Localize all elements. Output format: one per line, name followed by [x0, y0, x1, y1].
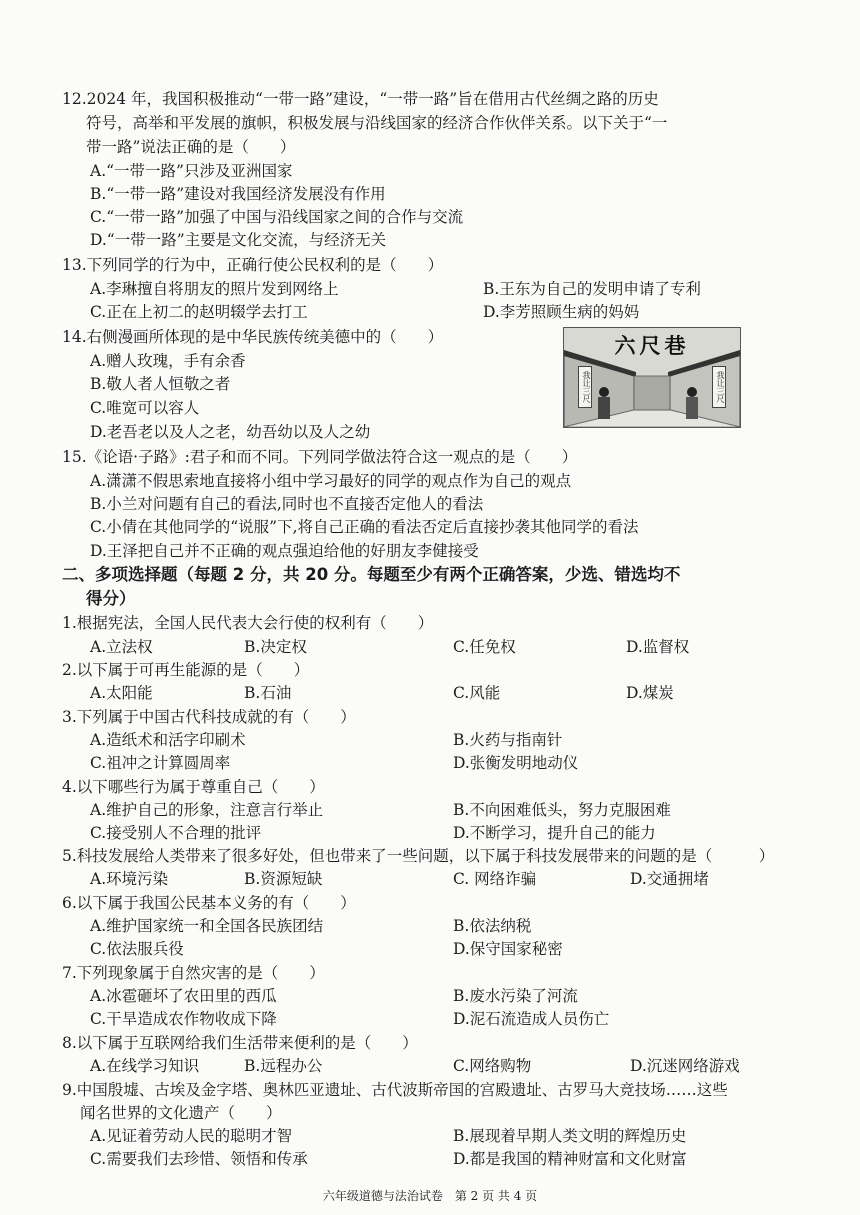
mq6-stem: 6.以下属于我国公民基本义务的有（ ）	[62, 894, 356, 912]
mq7-stem: 7.下列现象属于自然灾害的是（ ）	[62, 964, 325, 982]
q14-option-c: C.唯宽可以容人	[90, 399, 200, 417]
mq4-option-d: D.不断学习，提升自己的能力	[453, 824, 656, 842]
liuchi-lane-cartoon	[563, 327, 741, 428]
mq8-option-d: D.沉迷网络游戏	[630, 1057, 740, 1075]
q15-option-d: D.王泽把自己并不正确的观点强迫给他的好朋友李健接受	[90, 542, 479, 560]
mq5-stem: 5.科技发展给人类带来了很多好处，但也带来了一些问题，以下属于科技发展带来的问题的是（ ）	[62, 847, 775, 865]
mq9-option-b: B.展现着早期人类文明的辉煌历史	[453, 1127, 687, 1145]
mq9-option-c: C.需要我们去珍惜、领悟和传承	[90, 1150, 308, 1168]
q14-stem: 14.右侧漫画所体现的是中华民族传统美德中的（ ）	[62, 328, 444, 346]
q15-option-c: C.小倩在其他同学的“说服”下,将自己正确的看法否定后直接抄袭其他同学的看法	[90, 518, 639, 536]
cartoon-right-scroll: 我让三尺	[712, 366, 726, 408]
section2-heading-line2: 得分）	[86, 589, 136, 608]
mq4-option-b: B.不向困难低头，努力克服困难	[453, 801, 671, 819]
mq5-option-d: D.交通拥堵	[630, 870, 709, 888]
mq1-option-b: B.决定权	[244, 638, 307, 656]
mq5-option-c: C. 网络诈骗	[453, 870, 537, 888]
q13-option-c: C.正在上初二的赵明辍学去打工	[90, 303, 308, 321]
mq4-stem: 4.以下哪些行为属于尊重自己（ ）	[62, 778, 325, 796]
q12-stem-line3: 带一路”说法正确的是（ ）	[86, 138, 296, 156]
mq4-option-a: A.维护自己的形象，注意言行举止	[90, 801, 324, 819]
mq1-option-c: C.任免权	[453, 638, 516, 656]
mq9-option-a: A.见证着劳动人民的聪明才智	[90, 1127, 293, 1145]
mq3-option-d: D.张衡发明地动仪	[453, 754, 579, 772]
q15-option-a: A.潇潇不假思索地直接将小组中学习最好的同学的观点作为自己的观点	[90, 472, 572, 490]
q14-option-b: B.敬人者人恒敬之者	[90, 375, 231, 393]
q12-option-b: B.“一带一路”建设对我国经济发展没有作用	[90, 185, 386, 203]
q13-option-a: A.李琳擅自将朋友的照片发到网络上	[90, 280, 339, 298]
q12-stem-line2: 符号，高举和平发展的旗帜，积极发展与沿线国家的经济合作伙伴关系。以下关于“一	[86, 114, 668, 132]
mq3-option-a: A.造纸术和活字印刷术	[90, 731, 246, 749]
mq8-stem: 8.以下属于互联网给我们生活带来便利的是（ ）	[62, 1034, 418, 1052]
mq9-option-d: D.都是我国的精神财富和文化财富	[453, 1150, 687, 1168]
q12-stem-line1: 12.2024 年，我国积极推动“一带一路”建设，“一带一路”旨在借用古代丝绸之路的历史	[62, 90, 659, 108]
mq3-option-c: C.祖冲之计算圆周率	[90, 754, 231, 772]
mq7-option-a: A.冰雹砸坏了农田里的西瓜	[90, 987, 277, 1005]
mq6-option-a: A.维护国家统一和全国各民族团结	[90, 917, 324, 935]
q14-option-a: A.赠人玫瑰，手有余香	[90, 352, 246, 370]
mq1-option-d: D.监督权	[626, 638, 690, 656]
cartoon-title: 六尺巷	[614, 334, 690, 358]
mq6-option-d: D.保守国家秘密	[453, 940, 563, 958]
q15-stem: 15.《论语·子路》:君子和而不同。下列同学做法符合这一观点的是（ ）	[62, 448, 578, 466]
mq6-option-b: B.依法纳税	[453, 917, 532, 935]
mq4-option-c: C.接受别人不合理的批评	[90, 824, 262, 842]
mq1-stem: 1.根据宪法，全国人民代表大会行使的权利有（ ）	[62, 614, 434, 632]
mq2-option-b: B.石油	[244, 684, 292, 702]
q13-option-d: D.李芳照顾生病的妈妈	[483, 303, 640, 321]
q14-option-d: D.老吾老以及人之老，幼吾幼以及人之幼	[90, 423, 371, 441]
mq2-stem: 2.以下属于可再生能源的是（ ）	[62, 661, 310, 679]
mq7-option-d: D.泥石流造成人员伤亡	[453, 1010, 610, 1028]
q12-option-a: A.“一带一路”只涉及亚洲国家	[90, 162, 293, 180]
q13-option-b: B.王东为自己的发明申请了专利	[483, 280, 701, 298]
mq8-option-b: B.远程办公	[244, 1057, 323, 1075]
mq3-option-b: B.火药与指南针	[453, 731, 563, 749]
mq2-option-c: C.风能	[453, 684, 501, 702]
mq1-option-a: A.立法权	[90, 638, 153, 656]
mq5-option-a: A.环境污染	[90, 870, 169, 888]
q12-option-d: D.“一带一路”主要是文化交流，与经济无关	[90, 231, 387, 249]
mq7-option-b: B.废水污染了河流	[453, 987, 578, 1005]
mq5-option-b: B.资源短缺	[244, 870, 323, 888]
mq8-option-c: C.网络购物	[453, 1057, 532, 1075]
q12-option-c: C.“一带一路”加强了中国与沿线国家之间的合作与交流	[90, 208, 464, 226]
mq9-stem-line2: 闻名世界的文化遗产（ ）	[80, 1104, 282, 1122]
mq9-stem-line1: 9.中国殷墟、古埃及金字塔、奥林匹亚遗址、古代波斯帝国的宫殿遗址、古罗马大竞技场……这些	[62, 1081, 728, 1099]
mq7-option-c: C.干旱造成农作物收成下降	[90, 1010, 277, 1028]
q15-option-b: B.小兰对问题有自己的看法,同时也不直接否定他人的看法	[90, 495, 484, 513]
page-footer: 六年级道德与法治试卷 第 2 页 共 4 页	[322, 1189, 538, 1203]
q13-stem: 13.下列同学的行为中，正确行使公民权利的是（ ）	[62, 256, 444, 274]
mq3-stem: 3.下列属于中国古代科技成就的有（ ）	[62, 708, 356, 726]
mq6-option-c: C.依法服兵役	[90, 940, 184, 958]
section2-heading-line1: 二、多项选择题（每题 2 分，共 20 分。每题至少有两个正确答案，少选、错选均不	[62, 565, 681, 584]
mq2-option-a: A.太阳能	[90, 684, 153, 702]
mq8-option-a: A.在线学习知识	[90, 1057, 200, 1075]
mq2-option-d: D.煤炭	[626, 684, 674, 702]
cartoon-left-scroll: 我让三尺	[578, 366, 592, 408]
